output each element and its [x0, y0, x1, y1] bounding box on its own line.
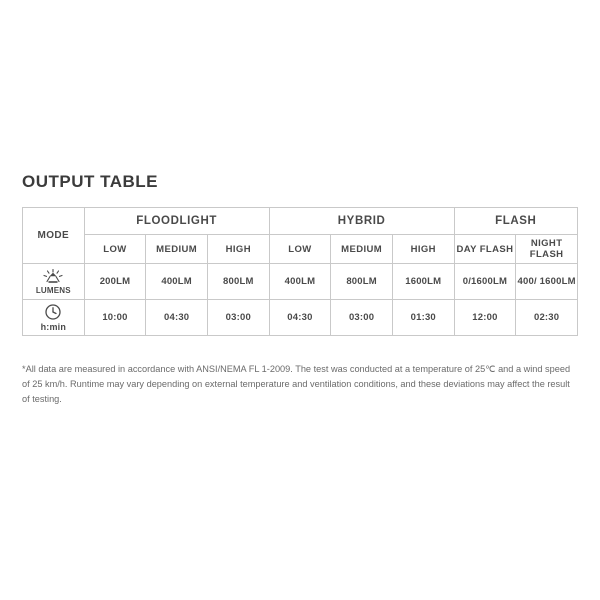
- cell-lumens-floodlight-high: 800LM: [207, 264, 269, 300]
- cell-runtime-hybrid-low: 04:30: [269, 300, 331, 336]
- group-header-flash: FLASH: [454, 208, 577, 235]
- lumens-row-label: LUMENS: [35, 285, 71, 295]
- cell-lumens-hybrid-low: 400LM: [269, 264, 331, 300]
- clock-icon: [44, 303, 62, 321]
- runtime-row-header: [23, 300, 85, 336]
- cell-runtime-floodlight-low: 10:00: [84, 300, 146, 336]
- cell-lumens-flash-night: 400/ 1600LM: [516, 264, 578, 300]
- footnote: *All data are measured in accordance with ANSI/NEMA FL 1-2009. The test was conducted at a temperature of 25℃ and a wind speed of 25 km/h. Runtime may vary depending on external temperature and ventilation conditions, and these deviations may affect the result of testing.: [22, 364, 571, 404]
- cell-lumens-hybrid-medium: 800LM: [331, 264, 393, 300]
- subheader-floodlight-medium: MEDIUM: [146, 235, 208, 264]
- runtime-row-label: h:min: [40, 322, 67, 332]
- page-title: OUTPUT TABLE: [22, 172, 159, 191]
- output-table: [22, 207, 578, 336]
- cell-lumens-flash-day: 0/1600LM: [454, 264, 516, 300]
- subheader-hybrid-low: LOW: [269, 235, 331, 264]
- subheader-flash-day: DAY FLASH: [454, 235, 516, 264]
- mode-header-cell: MODE: [23, 208, 85, 264]
- subheader-flash-night: NIGHT FLASH: [516, 235, 578, 264]
- table-header-group-row: [23, 208, 578, 235]
- cell-runtime-flash-night: 02:30: [516, 300, 578, 336]
- cell-lumens-floodlight-low: 200LM: [84, 264, 146, 300]
- lumens-burst-icon: [42, 269, 64, 285]
- group-header-floodlight: FLOODLIGHT: [84, 208, 269, 235]
- cell-lumens-hybrid-high: 1600LM: [392, 264, 454, 300]
- group-header-hybrid: HYBRID: [269, 208, 454, 235]
- subheader-hybrid-high: HIGH: [392, 235, 454, 264]
- cell-runtime-hybrid-medium: 03:00: [331, 300, 393, 336]
- cell-runtime-floodlight-high: 03:00: [207, 300, 269, 336]
- subheader-floodlight-high: HIGH: [207, 235, 269, 264]
- cell-lumens-floodlight-medium: 400LM: [146, 264, 208, 300]
- cell-runtime-flash-day: 12:00: [454, 300, 516, 336]
- lumens-row-header: [23, 264, 85, 300]
- table-row: [23, 264, 578, 300]
- subheader-floodlight-low: LOW: [84, 235, 146, 264]
- cell-runtime-hybrid-high: 01:30: [392, 300, 454, 336]
- table-row: [23, 300, 578, 336]
- cell-runtime-floodlight-medium: 04:30: [146, 300, 208, 336]
- subheader-hybrid-medium: MEDIUM: [331, 235, 393, 264]
- table-header-sub-row: [23, 235, 578, 264]
